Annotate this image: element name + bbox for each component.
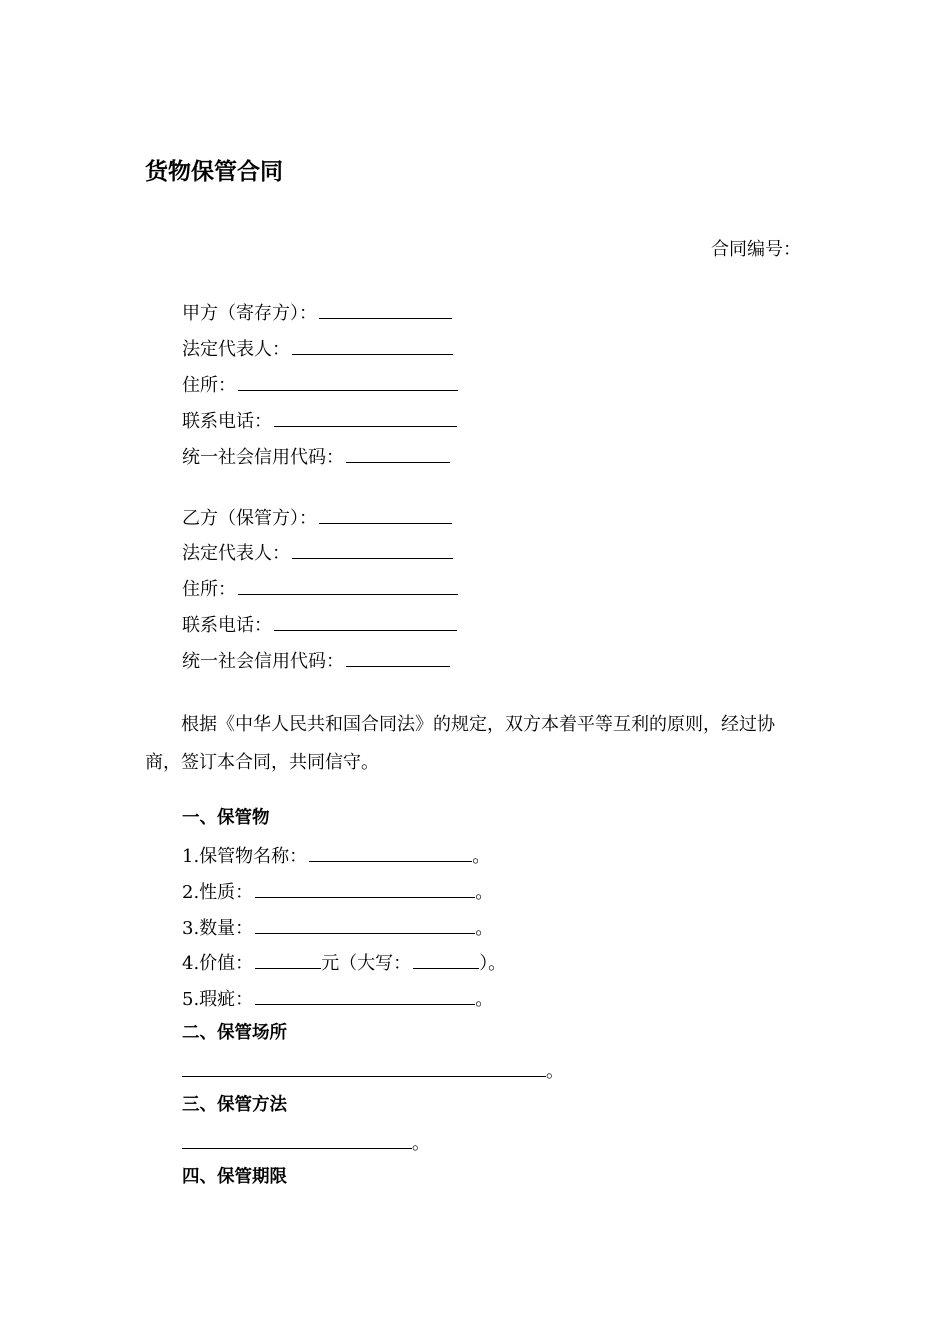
- item-nature-label: 2.性质：: [182, 882, 254, 903]
- party-a-phone-row: [182, 408, 457, 434]
- party-b-address-label: 住所：: [182, 579, 236, 600]
- item-defect-row: [182, 986, 493, 1012]
- party-a-credit-row: [182, 444, 450, 470]
- party-b-credit-row: [182, 648, 450, 674]
- item-nature-field[interactable]: [255, 879, 475, 898]
- section-3-heading: 三、保管方法: [182, 1095, 287, 1115]
- storage-place-row: [182, 1058, 564, 1084]
- storage-method-end: 。: [412, 1133, 430, 1154]
- contract-number-label: 合同编号：: [711, 239, 801, 260]
- party-a-address-label: 住所：: [182, 375, 236, 396]
- party-b-phone-row: [182, 612, 457, 638]
- section-2-heading: 二、保管场所: [182, 1023, 287, 1043]
- party-b-title-row: [182, 505, 452, 531]
- party-b-rep-row: [182, 540, 453, 566]
- item-quantity-row: [182, 915, 493, 941]
- party-b-address-row: [182, 576, 458, 602]
- section-1-heading: 一、保管物: [182, 808, 270, 828]
- item-quantity-label: 3.数量：: [182, 918, 254, 939]
- item-quantity-end: 。: [475, 918, 494, 939]
- item-value-label: 4.价值：: [182, 953, 254, 974]
- party-a-phone-label: 联系电话：: [182, 411, 272, 432]
- item-name-label: 1.保管物名称：: [182, 846, 308, 867]
- party-a-rep-label: 法定代表人：: [182, 339, 290, 360]
- party-a-rep-row: [182, 336, 453, 362]
- item-name-end: 。: [472, 846, 491, 867]
- party-b-rep-label: 法定代表人：: [182, 543, 290, 564]
- party-b-title: 乙方（保管方）：: [182, 508, 317, 529]
- party-b-phone-field[interactable]: [274, 612, 457, 631]
- party-b-name-field[interactable]: [319, 505, 452, 524]
- item-value-unit: 元（大写：: [321, 953, 412, 974]
- item-name-row: [182, 843, 490, 869]
- party-b-address-field[interactable]: [238, 576, 458, 595]
- party-a-address-field[interactable]: [238, 372, 458, 391]
- item-nature-end: 。: [475, 882, 494, 903]
- party-a-credit-label: 统一社会信用代码：: [182, 447, 344, 468]
- party-a-address-row: [182, 372, 458, 398]
- item-value-words-field[interactable]: [413, 950, 479, 969]
- item-value-field[interactable]: [255, 950, 321, 969]
- storage-place-end: 。: [546, 1061, 564, 1082]
- storage-place-field[interactable]: [182, 1058, 546, 1077]
- intro-paragraph: 根据《中华人民共和国合同法》的规定，双方本着平等互利的原则，经过协商，签订本合同，共同信守。: [145, 714, 775, 773]
- item-defect-end: 。: [475, 989, 494, 1010]
- party-b-phone-label: 联系电话：: [182, 615, 272, 636]
- item-defect-label: 5.瑕疵：: [182, 989, 254, 1010]
- section-4-heading: 四、保管期限: [182, 1167, 287, 1187]
- party-a-phone-field[interactable]: [274, 408, 457, 427]
- party-a-name-field[interactable]: [319, 300, 452, 319]
- party-a-rep-field[interactable]: [292, 336, 453, 355]
- item-quantity-field[interactable]: [255, 915, 475, 934]
- page-title: 货物保管合同: [145, 159, 283, 185]
- party-a-title: 甲方（寄存方）：: [182, 303, 317, 324]
- item-nature-row: [182, 879, 493, 905]
- party-b-rep-field[interactable]: [292, 540, 453, 559]
- party-a-title-row: [182, 300, 452, 326]
- storage-method-row: [182, 1130, 430, 1156]
- item-defect-field[interactable]: [255, 986, 475, 1005]
- item-value-row: [182, 950, 506, 976]
- party-a-credit-field[interactable]: [346, 444, 450, 463]
- party-b-credit-field[interactable]: [346, 648, 450, 667]
- item-value-end: ）。: [479, 953, 507, 974]
- party-b-credit-label: 统一社会信用代码：: [182, 651, 344, 672]
- storage-method-field[interactable]: [182, 1130, 412, 1149]
- item-name-field[interactable]: [309, 843, 472, 862]
